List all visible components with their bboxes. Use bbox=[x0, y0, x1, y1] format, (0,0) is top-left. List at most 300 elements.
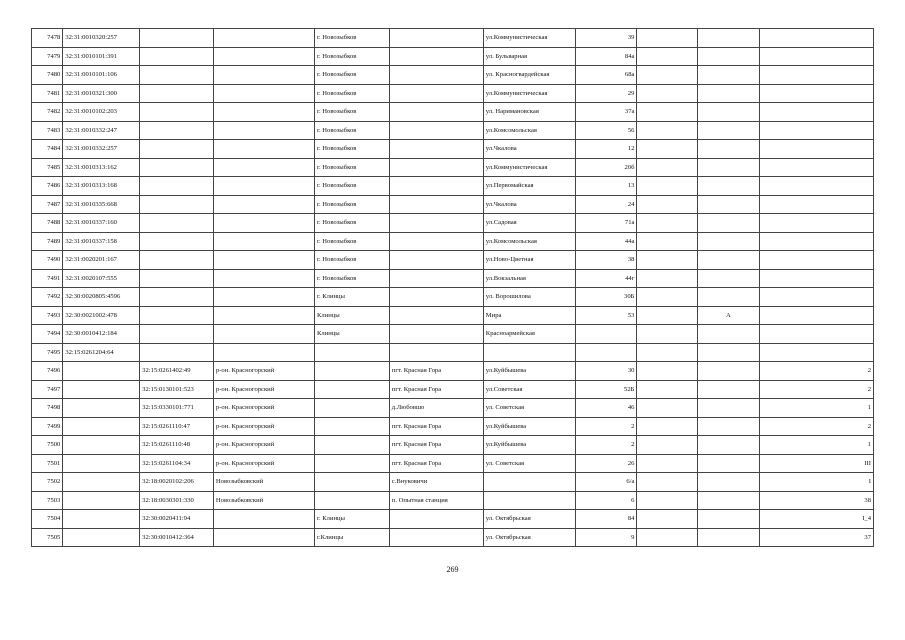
table-row bbox=[32, 177, 874, 196]
cell-street: ул.Чкалова bbox=[483, 140, 575, 159]
cell-city bbox=[315, 454, 390, 473]
cell-cadastral-number: 32:31:0010337:160 bbox=[63, 214, 140, 233]
cell-apartment: 1 bbox=[759, 399, 873, 418]
cell-cadastral-number-2 bbox=[140, 288, 214, 307]
cell-district: р-он. Красногорский bbox=[213, 380, 314, 399]
cell-row-number: 7479 bbox=[32, 47, 63, 66]
table-row bbox=[32, 306, 874, 325]
cell-house-number: 6 bbox=[575, 491, 637, 510]
cell-district bbox=[213, 251, 314, 270]
cell-city: г. Новозыбков bbox=[315, 47, 390, 66]
cell-street: Мира bbox=[483, 306, 575, 325]
cell-apartment bbox=[759, 66, 873, 85]
cell-cadastral-number-2 bbox=[140, 103, 214, 122]
table-body bbox=[32, 29, 874, 547]
cell-street: ул.Коммунистическая bbox=[483, 158, 575, 177]
cell-letter bbox=[698, 491, 760, 510]
cell-cadastral-number bbox=[63, 380, 140, 399]
cell-letter bbox=[698, 214, 760, 233]
cell-city bbox=[315, 362, 390, 381]
cell-street: ул. Красногвардейская bbox=[483, 66, 575, 85]
cell-apartment: I_4 bbox=[759, 510, 873, 529]
cell-house-number: 29 bbox=[575, 84, 637, 103]
cell-row-number: 7505 bbox=[32, 528, 63, 547]
cell-row-number: 7502 bbox=[32, 473, 63, 492]
cell-building bbox=[637, 528, 698, 547]
cell-cadastral-number bbox=[63, 473, 140, 492]
cell-settlement bbox=[389, 325, 483, 344]
cell-row-number: 7503 bbox=[32, 491, 63, 510]
cell-row-number: 7485 bbox=[32, 158, 63, 177]
cell-city bbox=[315, 399, 390, 418]
table-row bbox=[32, 454, 874, 473]
cell-district bbox=[213, 343, 314, 362]
cell-apartment: 1 bbox=[759, 436, 873, 455]
cell-apartment bbox=[759, 177, 873, 196]
cell-city: г. Новозыбков bbox=[315, 29, 390, 48]
cell-street bbox=[483, 343, 575, 362]
cell-city: г.Клинцы bbox=[315, 528, 390, 547]
cell-cadastral-number bbox=[63, 491, 140, 510]
cell-city: г. Клинцы bbox=[315, 510, 390, 529]
cell-cadastral-number-2 bbox=[140, 121, 214, 140]
cell-district bbox=[213, 158, 314, 177]
cell-city: г. Новозыбков bbox=[315, 251, 390, 270]
cell-house-number: 84а bbox=[575, 47, 637, 66]
cell-cadastral-number bbox=[63, 362, 140, 381]
cell-cadastral-number bbox=[63, 399, 140, 418]
cell-cadastral-number bbox=[63, 417, 140, 436]
table-row bbox=[32, 84, 874, 103]
cell-house-number: 44г bbox=[575, 269, 637, 288]
table-row bbox=[32, 251, 874, 270]
cell-row-number: 7482 bbox=[32, 103, 63, 122]
cell-apartment bbox=[759, 103, 873, 122]
table-row bbox=[32, 47, 874, 66]
table-row bbox=[32, 362, 874, 381]
cell-settlement bbox=[389, 177, 483, 196]
cell-building bbox=[637, 473, 698, 492]
cell-building bbox=[637, 103, 698, 122]
cell-letter bbox=[698, 66, 760, 85]
cell-district: р-он. Красногорский bbox=[213, 399, 314, 418]
cell-district bbox=[213, 232, 314, 251]
cell-apartment: 2 bbox=[759, 417, 873, 436]
cell-building bbox=[637, 510, 698, 529]
cell-district: Новозыбковский bbox=[213, 491, 314, 510]
table-row bbox=[32, 103, 874, 122]
cell-house-number: 37а bbox=[575, 103, 637, 122]
cell-building bbox=[637, 343, 698, 362]
cell-house-number: 30Б bbox=[575, 288, 637, 307]
cell-street bbox=[483, 473, 575, 492]
cell-street: ул.Вокзальная bbox=[483, 269, 575, 288]
cell-letter bbox=[698, 528, 760, 547]
cell-building bbox=[637, 121, 698, 140]
cell-cadastral-number: 32:31:0010320:257 bbox=[63, 29, 140, 48]
table-row bbox=[32, 528, 874, 547]
cell-letter bbox=[698, 417, 760, 436]
cell-district bbox=[213, 269, 314, 288]
table-row bbox=[32, 66, 874, 85]
cell-apartment: I bbox=[759, 473, 873, 492]
table-row bbox=[32, 380, 874, 399]
cell-cadastral-number: 32:30:0020805:4596 bbox=[63, 288, 140, 307]
cell-district bbox=[213, 528, 314, 547]
cell-settlement: п. Опытная станция bbox=[389, 491, 483, 510]
cell-cadastral-number: 32:31:0010332:247 bbox=[63, 121, 140, 140]
cell-city: г. Новозыбков bbox=[315, 84, 390, 103]
cell-cadastral-number-2 bbox=[140, 177, 214, 196]
table-row bbox=[32, 214, 874, 233]
cell-city: г. Новозыбков bbox=[315, 158, 390, 177]
cell-city: г. Новозыбков bbox=[315, 269, 390, 288]
cell-row-number: 7499 bbox=[32, 417, 63, 436]
cell-cadastral-number bbox=[63, 510, 140, 529]
cell-settlement: пгт. Красная Гора bbox=[389, 436, 483, 455]
cell-letter bbox=[698, 436, 760, 455]
cell-cadastral-number-2 bbox=[140, 158, 214, 177]
cell-cadastral-number-2: 32:15:0130101:523 bbox=[140, 380, 214, 399]
cell-settlement bbox=[389, 84, 483, 103]
cell-district bbox=[213, 306, 314, 325]
cell-settlement bbox=[389, 528, 483, 547]
cell-house-number: 84 bbox=[575, 510, 637, 529]
cell-street: ул. Советская bbox=[483, 454, 575, 473]
cell-apartment: 2 bbox=[759, 362, 873, 381]
cell-building bbox=[637, 399, 698, 418]
cell-row-number: 7504 bbox=[32, 510, 63, 529]
cell-settlement bbox=[389, 269, 483, 288]
cell-cadastral-number: 32:31:0010313:168 bbox=[63, 177, 140, 196]
cell-house-number: 2 bbox=[575, 417, 637, 436]
cell-row-number: 7493 bbox=[32, 306, 63, 325]
cell-row-number: 7492 bbox=[32, 288, 63, 307]
cell-cadastral-number: 32:31:0010102:203 bbox=[63, 103, 140, 122]
cell-cadastral-number: 32:15:0261204:64 bbox=[63, 343, 140, 362]
cell-district: Новозыбковский bbox=[213, 473, 314, 492]
cell-building bbox=[637, 214, 698, 233]
cell-letter bbox=[698, 121, 760, 140]
cell-settlement bbox=[389, 103, 483, 122]
cell-cadastral-number-2 bbox=[140, 84, 214, 103]
cell-cadastral-number: 32:31:0020107:555 bbox=[63, 269, 140, 288]
cell-house-number: 71а bbox=[575, 214, 637, 233]
cell-row-number: 7487 bbox=[32, 195, 63, 214]
cell-street: ул. Октябрьская bbox=[483, 528, 575, 547]
cell-street: ул.Садовая bbox=[483, 214, 575, 233]
cell-settlement bbox=[389, 251, 483, 270]
cell-apartment bbox=[759, 158, 873, 177]
cell-letter bbox=[698, 473, 760, 492]
cell-cadastral-number-2 bbox=[140, 140, 214, 159]
cell-district: р-он. Красногорский bbox=[213, 436, 314, 455]
cell-street: ул.Комсомольская bbox=[483, 121, 575, 140]
cell-street: ул.Коммунистическая bbox=[483, 84, 575, 103]
cell-apartment bbox=[759, 121, 873, 140]
cell-cadastral-number: 32:31:0020201:167 bbox=[63, 251, 140, 270]
cell-letter bbox=[698, 158, 760, 177]
cell-letter bbox=[698, 177, 760, 196]
cell-district bbox=[213, 288, 314, 307]
cell-cadastral-number: 32:31:0010335:668 bbox=[63, 195, 140, 214]
cell-city: г. Новозыбков bbox=[315, 195, 390, 214]
table-row bbox=[32, 288, 874, 307]
cell-cadastral-number-2 bbox=[140, 251, 214, 270]
cell-street: ул.Куйбышева bbox=[483, 436, 575, 455]
cell-house-number: 24 bbox=[575, 195, 637, 214]
cell-row-number: 7496 bbox=[32, 362, 63, 381]
cell-apartment bbox=[759, 84, 873, 103]
cell-street: ул.Комсомольская bbox=[483, 232, 575, 251]
cell-row-number: 7497 bbox=[32, 380, 63, 399]
cell-cadastral-number bbox=[63, 528, 140, 547]
cell-building bbox=[637, 454, 698, 473]
cell-letter bbox=[698, 510, 760, 529]
table-row bbox=[32, 158, 874, 177]
cell-building bbox=[637, 380, 698, 399]
cell-settlement bbox=[389, 158, 483, 177]
cell-cadastral-number: 32:31:0010337:158 bbox=[63, 232, 140, 251]
cell-apartment: 37 bbox=[759, 528, 873, 547]
cell-house-number: 53 bbox=[575, 306, 637, 325]
cell-city: г. Новозыбков bbox=[315, 232, 390, 251]
cell-house-number: 56 bbox=[575, 121, 637, 140]
cell-cadastral-number-2 bbox=[140, 195, 214, 214]
cell-building bbox=[637, 436, 698, 455]
cell-cadastral-number-2: 32:15:0261402:49 bbox=[140, 362, 214, 381]
cell-cadastral-number-2: 32:15:0330101:771 bbox=[140, 399, 214, 418]
cell-street: ул. Советская bbox=[483, 399, 575, 418]
cell-cadastral-number-2: 32:18:0030301:330 bbox=[140, 491, 214, 510]
cell-cadastral-number: 32:31:0010101:391 bbox=[63, 47, 140, 66]
cell-city: г. Новозыбков bbox=[315, 66, 390, 85]
cell-row-number: 7488 bbox=[32, 214, 63, 233]
cell-letter bbox=[698, 140, 760, 159]
cell-building bbox=[637, 325, 698, 344]
cell-district bbox=[213, 325, 314, 344]
cell-cadastral-number-2: 32:18:0020102:206 bbox=[140, 473, 214, 492]
cell-city bbox=[315, 436, 390, 455]
cell-building bbox=[637, 140, 698, 159]
cell-letter bbox=[698, 343, 760, 362]
cell-district bbox=[213, 140, 314, 159]
register-table bbox=[31, 28, 874, 547]
cell-street: ул. Бульварная bbox=[483, 47, 575, 66]
cell-row-number: 7486 bbox=[32, 177, 63, 196]
table-row bbox=[32, 325, 874, 344]
cell-apartment bbox=[759, 232, 873, 251]
cell-settlement bbox=[389, 47, 483, 66]
cell-settlement bbox=[389, 195, 483, 214]
cell-district bbox=[213, 66, 314, 85]
cell-city: г. Новозыбков bbox=[315, 140, 390, 159]
cell-row-number: 7490 bbox=[32, 251, 63, 270]
cell-apartment: 2 bbox=[759, 380, 873, 399]
cell-district bbox=[213, 121, 314, 140]
page-number: 269 bbox=[446, 565, 459, 574]
cell-street: ул.Чкалова bbox=[483, 195, 575, 214]
cell-city bbox=[315, 491, 390, 510]
cell-house-number bbox=[575, 343, 637, 362]
cell-building bbox=[637, 269, 698, 288]
cell-city bbox=[315, 380, 390, 399]
cell-cadastral-number: 32:31:0010332:257 bbox=[63, 140, 140, 159]
cell-letter bbox=[698, 325, 760, 344]
cell-district bbox=[213, 29, 314, 48]
cell-apartment bbox=[759, 214, 873, 233]
cell-building bbox=[637, 306, 698, 325]
table-row bbox=[32, 29, 874, 48]
table-row bbox=[32, 140, 874, 159]
cell-house-number: 6/а bbox=[575, 473, 637, 492]
table-row bbox=[32, 269, 874, 288]
cell-row-number: 7478 bbox=[32, 29, 63, 48]
cell-building bbox=[637, 417, 698, 436]
cell-cadastral-number-2: 32:15:0261110:48 bbox=[140, 436, 214, 455]
cell-cadastral-number-2 bbox=[140, 232, 214, 251]
cell-city: г. Клинцы bbox=[315, 288, 390, 307]
cell-cadastral-number-2 bbox=[140, 29, 214, 48]
cell-house-number: 38 bbox=[575, 251, 637, 270]
cell-settlement: д.Любовшо bbox=[389, 399, 483, 418]
cell-cadastral-number-2 bbox=[140, 66, 214, 85]
cell-cadastral-number-2: 32:15:0261104:34 bbox=[140, 454, 214, 473]
cell-settlement bbox=[389, 140, 483, 159]
cell-cadastral-number: 32:31:0010321:300 bbox=[63, 84, 140, 103]
cell-building bbox=[637, 251, 698, 270]
cell-district: р-он. Красногорский bbox=[213, 417, 314, 436]
cell-cadastral-number-2 bbox=[140, 47, 214, 66]
cell-house-number: 2 bbox=[575, 436, 637, 455]
cell-house-number: 20б bbox=[575, 158, 637, 177]
cell-house-number: 44а bbox=[575, 232, 637, 251]
cell-letter bbox=[698, 288, 760, 307]
cell-settlement bbox=[389, 288, 483, 307]
cell-house-number: 52Б bbox=[575, 380, 637, 399]
cell-building bbox=[637, 177, 698, 196]
cell-building bbox=[637, 232, 698, 251]
table-row bbox=[32, 399, 874, 418]
cell-settlement: пгт. Красная Гора bbox=[389, 380, 483, 399]
cell-city: г. Новозыбков bbox=[315, 177, 390, 196]
cell-cadastral-number: 32:31:0010101:106 bbox=[63, 66, 140, 85]
cell-apartment: III bbox=[759, 454, 873, 473]
cell-settlement bbox=[389, 29, 483, 48]
cell-building bbox=[637, 47, 698, 66]
table-row bbox=[32, 491, 874, 510]
cell-letter bbox=[698, 269, 760, 288]
table-row bbox=[32, 473, 874, 492]
cell-city bbox=[315, 343, 390, 362]
cell-cadastral-number bbox=[63, 454, 140, 473]
cell-city bbox=[315, 473, 390, 492]
cell-district: р-он. Красногорский bbox=[213, 454, 314, 473]
cell-district: р-он. Красногорский bbox=[213, 362, 314, 381]
cell-settlement: пгт. Красная Гора bbox=[389, 417, 483, 436]
cell-district bbox=[213, 510, 314, 529]
cell-letter bbox=[698, 84, 760, 103]
cell-cadastral-number-2 bbox=[140, 214, 214, 233]
cell-letter bbox=[698, 362, 760, 381]
cell-cadastral-number-2 bbox=[140, 269, 214, 288]
cell-letter bbox=[698, 232, 760, 251]
cell-building bbox=[637, 84, 698, 103]
cell-building bbox=[637, 491, 698, 510]
cell-letter bbox=[698, 251, 760, 270]
cell-city: г. Новозыбков bbox=[315, 214, 390, 233]
cell-street bbox=[483, 491, 575, 510]
cell-apartment bbox=[759, 269, 873, 288]
cell-apartment bbox=[759, 251, 873, 270]
table-row bbox=[32, 343, 874, 362]
cell-district bbox=[213, 214, 314, 233]
cell-cadastral-number-2 bbox=[140, 306, 214, 325]
cell-house-number: 68а bbox=[575, 66, 637, 85]
cell-district bbox=[213, 47, 314, 66]
cell-district bbox=[213, 177, 314, 196]
cell-house-number: 13 bbox=[575, 177, 637, 196]
cell-building bbox=[637, 158, 698, 177]
cell-cadastral-number-2: 32:15:0261110:47 bbox=[140, 417, 214, 436]
cell-row-number: 7500 bbox=[32, 436, 63, 455]
cell-house-number: 9 bbox=[575, 528, 637, 547]
cell-apartment: 38 bbox=[759, 491, 873, 510]
cell-apartment bbox=[759, 325, 873, 344]
cell-settlement bbox=[389, 232, 483, 251]
cell-settlement bbox=[389, 510, 483, 529]
cell-apartment bbox=[759, 195, 873, 214]
cell-street: ул. Наримановская bbox=[483, 103, 575, 122]
cell-street: ул.Первомайская bbox=[483, 177, 575, 196]
cell-letter bbox=[698, 47, 760, 66]
cell-settlement bbox=[389, 214, 483, 233]
cell-street: ул.Куйбышева bbox=[483, 362, 575, 381]
cell-city: г. Новозыбков bbox=[315, 103, 390, 122]
table-row bbox=[32, 417, 874, 436]
cell-city: Клинцы bbox=[315, 306, 390, 325]
cell-house-number: 39 bbox=[575, 29, 637, 48]
cell-row-number: 7480 bbox=[32, 66, 63, 85]
cell-cadastral-number: 32:31:0010313:162 bbox=[63, 158, 140, 177]
cell-letter bbox=[698, 454, 760, 473]
cell-building bbox=[637, 362, 698, 381]
cell-district bbox=[213, 195, 314, 214]
cell-cadastral-number-2: 32:30:0010412:364 bbox=[140, 528, 214, 547]
cell-building bbox=[637, 29, 698, 48]
cell-row-number: 7498 bbox=[32, 399, 63, 418]
table-row bbox=[32, 195, 874, 214]
cell-row-number: 7481 bbox=[32, 84, 63, 103]
cell-settlement bbox=[389, 121, 483, 140]
cell-apartment bbox=[759, 140, 873, 159]
cell-letter bbox=[698, 103, 760, 122]
cell-street: ул.Ново-Цветная bbox=[483, 251, 575, 270]
cell-row-number: 7489 bbox=[32, 232, 63, 251]
cell-house-number: 30 bbox=[575, 362, 637, 381]
cell-city: Клинцы bbox=[315, 325, 390, 344]
cell-settlement: пгт. Красная Гора bbox=[389, 454, 483, 473]
cell-letter bbox=[698, 29, 760, 48]
cell-building bbox=[637, 288, 698, 307]
cell-house-number: 12 bbox=[575, 140, 637, 159]
cell-letter: А bbox=[698, 306, 760, 325]
cell-settlement bbox=[389, 66, 483, 85]
cell-letter bbox=[698, 195, 760, 214]
cell-building bbox=[637, 66, 698, 85]
cell-row-number: 7483 bbox=[32, 121, 63, 140]
cell-district bbox=[213, 84, 314, 103]
